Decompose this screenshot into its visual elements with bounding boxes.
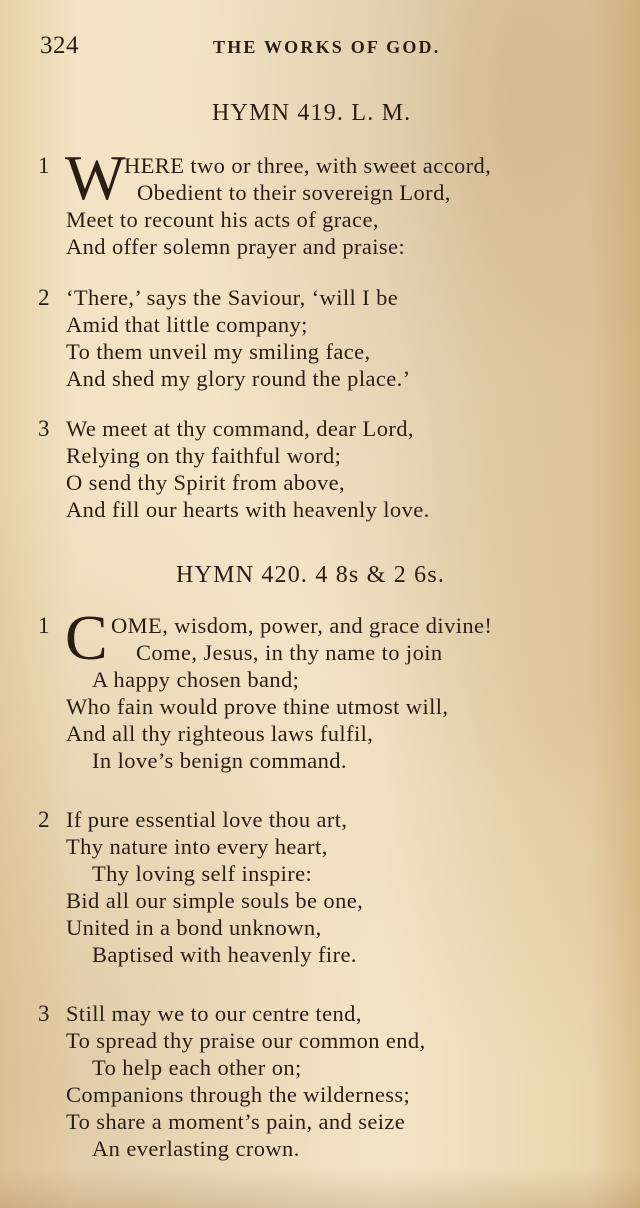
verse-line: And all thy righteous laws fulfil, — [66, 721, 374, 746]
verse-line: A happy chosen band; — [92, 667, 300, 692]
stanza-lines — [65, 602, 493, 774]
verse-line: Companions through the wilderness; — [66, 1082, 411, 1107]
verse-line: Meet to recount his acts of grace, — [66, 207, 379, 232]
verse-line: OME, wisdom, power, and grace divine! — [111, 613, 493, 638]
hymn-419-title: HYMN 419. L. M. — [212, 100, 412, 126]
verse-line: HERE two or three, with sweet accord, — [124, 153, 492, 178]
verse-line: To share a moment’s pain, and seize — [66, 1109, 406, 1134]
verse-line: Thy nature into every heart, — [66, 834, 328, 859]
stanza-number: 3 — [38, 416, 50, 441]
verse-line: O send thy Spirit from above, — [66, 470, 346, 495]
stanza-lines — [66, 806, 363, 968]
verse-line: To spread thy praise our common end, — [66, 1028, 426, 1053]
verse-line: An everlasting crown. — [92, 1136, 300, 1161]
hymn-420-stanza-1 — [38, 602, 628, 777]
drop-cap: C — [65, 602, 108, 673]
stanza-number: 2 — [38, 285, 50, 310]
running-title: THE WORKS OF GOD. — [213, 37, 441, 57]
verse-line: Amid that little company; — [66, 312, 308, 337]
stanza-lines — [66, 1000, 426, 1162]
stanza-number: 1 — [38, 153, 50, 178]
verse-line: We meet at thy command, dear Lord, — [66, 416, 414, 441]
stanza-lines — [66, 415, 430, 523]
verse-line: Relying on thy faithful word; — [66, 443, 342, 468]
verse-line: And fill our hearts with heavenly love. — [66, 497, 430, 522]
verse-line: To them unveil my smiling face, — [66, 339, 371, 364]
page-number: 324 — [40, 32, 79, 59]
stanza-number: 3 — [38, 1001, 50, 1026]
verse-line: And offer solemn prayer and praise: — [66, 234, 406, 259]
verse-line: Thy loving self inspire: — [92, 861, 313, 886]
verse-line: And shed my glory round the place.’ — [66, 366, 411, 391]
hymn-420-stanza-2 — [38, 806, 628, 971]
hymn-420-stanza-3 — [38, 1000, 628, 1165]
hymn-419-stanza-2 — [38, 284, 628, 394]
verse-line: Who fain would prove thine utmost will, — [66, 694, 449, 719]
verse-line: In love’s benign command. — [92, 748, 347, 773]
verse-line: Baptised with heavenly fire. — [92, 942, 357, 967]
verse-line: Still may we to our centre tend, — [66, 1001, 362, 1026]
stanza-lines — [66, 284, 411, 392]
verse-line: Obedient to their sovereign Lord, — [137, 180, 451, 205]
hymn-419-stanza-3 — [38, 415, 628, 525]
drop-cap: W — [65, 142, 126, 213]
verse-line: ‘There,’ says the Saviour, ‘will I be — [66, 285, 399, 310]
stanza-number: 2 — [38, 807, 50, 832]
verse-line: To help each other on; — [92, 1055, 302, 1080]
stanza-lines — [65, 142, 492, 260]
verse-line: United in a bond unknown, — [66, 915, 322, 940]
verse-line: If pure essential love thou art, — [66, 807, 348, 832]
hymn-419-stanza-1 — [38, 142, 628, 262]
running-head — [40, 32, 620, 68]
hymn-420-title: HYMN 420. 4 8s & 2 6s. — [176, 562, 446, 588]
stanza-number: 1 — [38, 613, 50, 638]
verse-line: Come, Jesus, in thy name to join — [136, 640, 443, 665]
verse-line: Bid all our simple souls be one, — [66, 888, 364, 913]
